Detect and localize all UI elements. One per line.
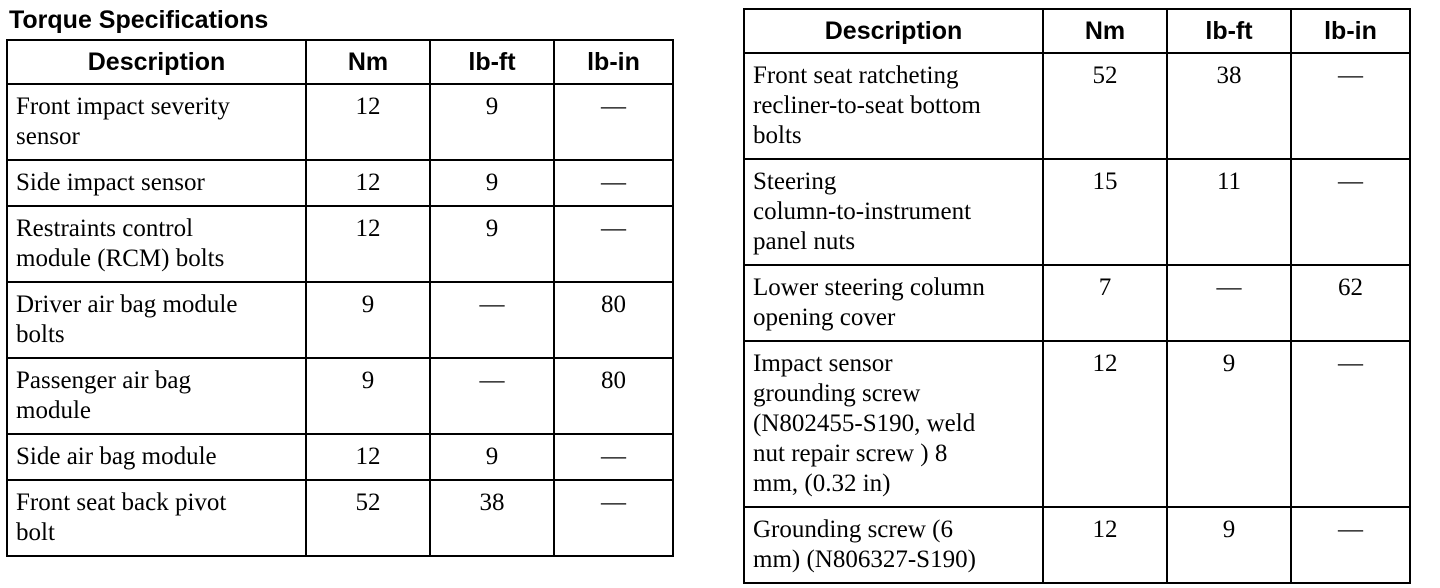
cell-lb-ft: 9 <box>430 434 554 480</box>
cell-lb-in: — <box>554 160 673 206</box>
header-lb-ft: lb-ft <box>430 40 554 84</box>
table-row <box>744 159 1410 265</box>
description-line: (N802455-S190, weld <box>753 410 976 437</box>
cell-lb-ft: 38 <box>430 480 554 556</box>
cell-nm: 9 <box>306 282 430 358</box>
description-line: mm) (N806327-S190) <box>753 546 976 573</box>
header-nm: Nm <box>306 40 430 84</box>
cell-lb-in: — <box>554 480 673 556</box>
cell-description <box>7 84 306 160</box>
cell-nm: 12 <box>1043 507 1167 583</box>
cell-lb-in: 80 <box>554 358 673 434</box>
table-row <box>744 265 1410 341</box>
header-lb-in: lb-in <box>554 40 673 84</box>
cell-nm: 12 <box>306 84 430 160</box>
cell-lb-in: — <box>1291 53 1410 159</box>
cell-lb-in: — <box>1291 159 1410 265</box>
cell-lb-ft: 9 <box>430 84 554 160</box>
description-line: Impact sensor <box>753 350 893 377</box>
description-line: Front seat ratcheting <box>753 62 959 89</box>
description-line: module (RCM) bolts <box>16 245 225 272</box>
table-header-row <box>744 9 1410 53</box>
cell-lb-in: — <box>554 206 673 282</box>
description-line: Grounding screw (6 <box>753 516 953 543</box>
cell-description <box>744 265 1043 341</box>
table-row <box>7 358 673 434</box>
cell-nm: 7 <box>1043 265 1167 341</box>
description-line: Side air bag module <box>16 443 217 470</box>
cell-lb-in: — <box>554 84 673 160</box>
cell-lb-ft: 11 <box>1167 159 1291 265</box>
table-row <box>7 206 673 282</box>
cell-description <box>744 507 1043 583</box>
table-header-row <box>7 40 673 84</box>
cell-lb-in: 80 <box>554 282 673 358</box>
cell-description <box>7 480 306 556</box>
cell-lb-in: 62 <box>1291 265 1410 341</box>
cell-lb-ft: — <box>1167 265 1291 341</box>
cell-nm: 12 <box>306 434 430 480</box>
cell-nm: 12 <box>306 160 430 206</box>
cell-lb-in: — <box>554 434 673 480</box>
table-row <box>744 341 1410 507</box>
cell-description <box>7 206 306 282</box>
description-line: Front impact severity <box>16 93 230 120</box>
cell-description <box>744 341 1043 507</box>
description-line: Side impact sensor <box>16 169 205 196</box>
cell-lb-ft: — <box>430 358 554 434</box>
table-row <box>7 480 673 556</box>
torque-table-right <box>743 8 1411 584</box>
description-line: Front seat back pivot <box>16 489 227 516</box>
cell-lb-in: — <box>1291 341 1410 507</box>
description-line: bolts <box>16 321 65 348</box>
description-line: Passenger air bag <box>16 367 191 394</box>
header-lb-ft: lb-ft <box>1167 9 1291 53</box>
cell-lb-in: — <box>1291 507 1410 583</box>
header-nm: Nm <box>1043 9 1167 53</box>
cell-nm: 52 <box>1043 53 1167 159</box>
header-description: Description <box>744 9 1043 53</box>
cell-lb-ft: 9 <box>1167 341 1291 507</box>
table-row <box>744 53 1410 159</box>
cell-description <box>7 160 306 206</box>
cell-nm: 12 <box>306 206 430 282</box>
header-description: Description <box>7 40 306 84</box>
description-line: sensor <box>16 123 80 150</box>
description-line: Restraints control <box>16 215 194 242</box>
description-line: mm, (0.32 in) <box>753 470 891 497</box>
cell-description <box>744 53 1043 159</box>
cell-description <box>7 434 306 480</box>
description-line: module <box>16 397 91 424</box>
description-line: Lower steering column <box>753 274 985 301</box>
table-row <box>7 434 673 480</box>
header-lb-in: lb-in <box>1291 9 1410 53</box>
description-line: column-to-instrument <box>753 198 972 225</box>
description-line: grounding screw <box>753 380 921 407</box>
table-row <box>7 160 673 206</box>
cell-description <box>744 159 1043 265</box>
cell-nm: 9 <box>306 358 430 434</box>
table-row <box>744 507 1410 583</box>
description-line: opening cover <box>753 304 896 331</box>
cell-lb-ft: — <box>430 282 554 358</box>
cell-lb-ft: 9 <box>1167 507 1291 583</box>
description-line: recliner-to-seat bottom <box>753 92 981 119</box>
description-line: panel nuts <box>753 228 856 255</box>
description-line: Driver air bag module <box>16 291 238 318</box>
cell-lb-ft: 38 <box>1167 53 1291 159</box>
table-row <box>7 282 673 358</box>
cell-nm: 52 <box>306 480 430 556</box>
page-title: Torque Specifications <box>9 6 269 34</box>
table-row <box>7 84 673 160</box>
cell-lb-ft: 9 <box>430 206 554 282</box>
description-line: bolt <box>16 519 55 546</box>
torque-table-left <box>6 39 674 557</box>
cell-description <box>7 282 306 358</box>
cell-description <box>7 358 306 434</box>
description-line: Steering <box>753 168 837 195</box>
cell-nm: 12 <box>1043 341 1167 507</box>
description-line: bolts <box>753 122 802 149</box>
description-line: nut repair screw ) 8 <box>753 440 948 467</box>
cell-lb-ft: 9 <box>430 160 554 206</box>
cell-nm: 15 <box>1043 159 1167 265</box>
